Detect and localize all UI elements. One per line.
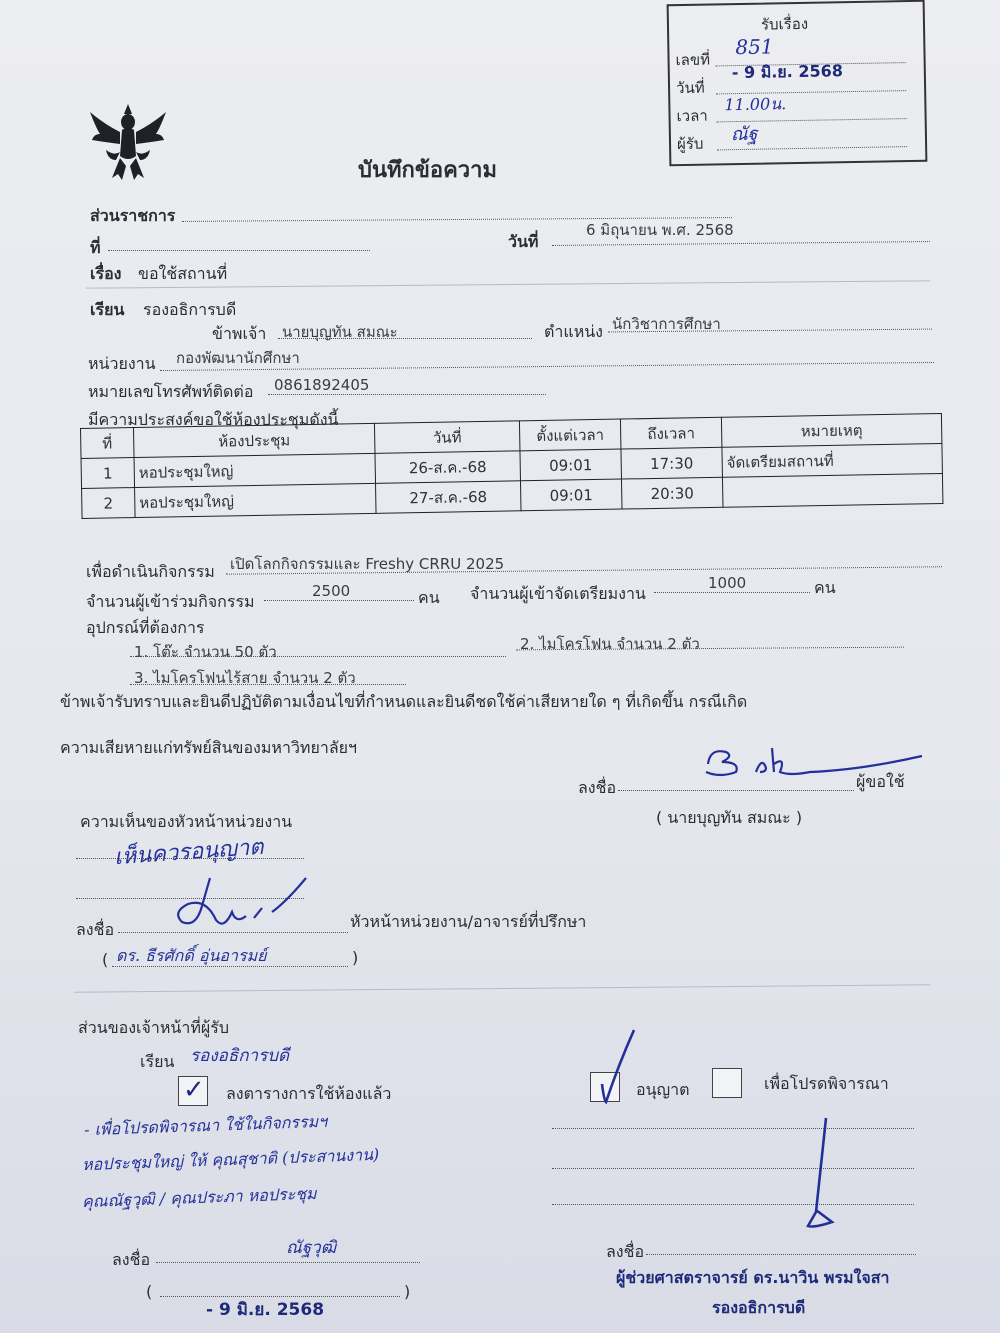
table-cell: 09:01 bbox=[520, 479, 622, 511]
schedule-checkbox[interactable] bbox=[178, 1076, 208, 1106]
i-value: นายบุญทัน สมณะ bbox=[282, 323, 398, 341]
i-label: ข้าพเจ้า bbox=[212, 324, 267, 343]
section-label: ส่วนราชการ bbox=[90, 206, 176, 225]
participants-label: จำนวนผู้เข้าร่วมกิจกรรม bbox=[86, 592, 255, 611]
stamp-receiver-label: ผู้รับ bbox=[676, 134, 704, 154]
head-signature-icon bbox=[166, 872, 316, 942]
open-paren: ( bbox=[146, 1282, 153, 1301]
approve-check-icon bbox=[596, 1026, 640, 1108]
purpose-text: มีความประสงค์ขอใช้ห้องประชุมดังนี้ bbox=[88, 410, 339, 429]
subject-value: ขอใช้สถานที่ bbox=[138, 264, 228, 283]
table-header-cell: ตั้งแต่เวลา bbox=[519, 419, 621, 451]
head-opinion-handwritten: เห็นควรอนุญาต bbox=[113, 834, 265, 871]
head-role: หัวหน้าหน่วยงาน/อาจารย์ที่ปรึกษา bbox=[350, 912, 587, 931]
participants-unit: คน bbox=[418, 588, 440, 607]
date-value: 6 มิถุนายน พ.ศ. 2568 bbox=[586, 221, 734, 239]
requester-name: ( นายบุญทัน สมณะ ) bbox=[656, 808, 803, 827]
agreement-line-2: ความเสียหายแก่ทรัพย์สินของมหาวิทยาลัยฯ bbox=[60, 738, 357, 757]
to-value: รองอธิการบดี bbox=[143, 300, 237, 319]
table-cell: 26-ส.ค.-68 bbox=[375, 451, 521, 484]
stamp-title: รับเรื่อง bbox=[760, 14, 809, 34]
participants-value: 2500 bbox=[312, 582, 351, 600]
agreement-line-1: ข้าพเจ้ารับทราบและยินดีปฏิบัติตามเงื่อนไขที่กำหนดและยินดีชดใช้ค่าเสียหายใด ๆ ที่เกิดขึ้น กรณีเกิด bbox=[60, 692, 748, 711]
equipment-item: 2. ไมโครโฟน จำนวน 2 ตัว bbox=[520, 635, 700, 653]
table-cell: หอประชุมใหญ่ bbox=[134, 453, 375, 487]
table-header-cell: หมายเหตุ bbox=[721, 413, 941, 447]
approver-sign-label: ลงชื่อ bbox=[606, 1242, 645, 1261]
close-paren: ) bbox=[404, 1282, 411, 1301]
no-label: ที่ bbox=[90, 238, 101, 257]
position-value: นักวิชาการศึกษา bbox=[612, 315, 721, 333]
close-paren: ) bbox=[352, 948, 359, 967]
garuda-emblem-icon bbox=[86, 100, 170, 184]
head-name-handwritten: ดร. ธีรศักดิ์ อุ่นอารมย์ bbox=[116, 946, 267, 965]
staff-to-handwritten: รองอธิการบดี bbox=[190, 1046, 290, 1066]
stamp-time-value: 11.00น. bbox=[724, 94, 787, 115]
table-cell: 17:30 bbox=[621, 447, 723, 479]
table-cell: หอประชุมใหญ่ bbox=[135, 483, 376, 517]
table-cell: 1 bbox=[81, 458, 135, 489]
staff-sign-label: ลงชื่อ bbox=[112, 1250, 151, 1269]
stamp-time-label: เวลา bbox=[676, 106, 708, 126]
approver-signature-icon bbox=[800, 1116, 840, 1236]
activity-label: เพื่อดำเนินกิจกรรม bbox=[86, 562, 215, 581]
staff-signature: ณัฐวุฒิ bbox=[286, 1238, 337, 1258]
open-paren: ( bbox=[102, 950, 109, 969]
stamp-receiver-value: ณัฐ bbox=[730, 123, 758, 146]
stamp-date-label: วันที่ bbox=[675, 78, 705, 98]
unit-label: หน่วยงาน bbox=[88, 354, 156, 373]
table-header-cell: ห้องประชุม bbox=[134, 423, 375, 457]
table-header-cell: วันที่ bbox=[374, 421, 520, 454]
prep-value: 1000 bbox=[708, 574, 747, 592]
table-cell: 2 bbox=[82, 488, 136, 519]
table-cell bbox=[722, 473, 942, 507]
phone-value: 0861892405 bbox=[274, 376, 370, 394]
staff-section-label: ส่วนของเจ้าหน้าที่ผู้รับ bbox=[78, 1018, 230, 1037]
schedule-label: ลงตารางการใช้ห้องแล้ว bbox=[226, 1084, 392, 1103]
staff-to-label: เรียน bbox=[140, 1052, 175, 1071]
staff-note-line: - เพื่อโปรดพิจารณา ใช้ในกิจกรรมฯ bbox=[83, 1111, 328, 1140]
phone-label: หมายเลขโทรศัพท์ติดต่อ bbox=[88, 382, 254, 401]
requester-role: ผู้ขอใช้ bbox=[856, 772, 905, 791]
head-opinion-label: ความเห็นของหัวหน้าหน่วยงาน bbox=[80, 812, 293, 831]
equipment-item: 1. โต๊ะ จำนวน 50 ตัว bbox=[134, 643, 277, 661]
activity-value: เปิดโลกกิจกรรมและ Freshy CRRU 2025 bbox=[230, 555, 505, 573]
table-cell: 27-ส.ค.-68 bbox=[376, 481, 522, 514]
unit-value: กองพัฒนานักศึกษา bbox=[176, 349, 300, 367]
equipment-label: อุปกรณ์ที่ต้องการ bbox=[86, 618, 205, 637]
equipment-item: 3. ไมโครโฟนไร้สาย จำนวน 2 ตัว bbox=[134, 669, 356, 687]
table-cell: 20:30 bbox=[621, 477, 723, 509]
prep-unit: คน bbox=[814, 578, 836, 597]
stamp-date-value: - 9 มิ.ย. 2568 bbox=[731, 61, 844, 83]
stamp-no-value: 851 bbox=[735, 34, 774, 60]
check-mark-icon: ✓ bbox=[183, 1075, 205, 1105]
consider-label: เพื่อโปรดพิจารณา bbox=[764, 1074, 889, 1093]
subject-label: เรื่อง bbox=[90, 264, 122, 283]
table-header-cell: ถึงเวลา bbox=[620, 417, 722, 449]
to-label: เรียน bbox=[90, 300, 125, 319]
receive-stamp bbox=[667, 0, 928, 166]
memo-title: บันทึกข้อความ bbox=[358, 158, 498, 183]
approver-title: รองอธิการบดี bbox=[712, 1298, 806, 1317]
staff-note-line: คุณณัฐวุฒิ / คุณประภา หอประชุม bbox=[81, 1183, 317, 1212]
date-label: วันที่ bbox=[508, 232, 539, 251]
table-cell: จัดเตรียมสถานที่ bbox=[722, 443, 942, 477]
approver-name: ผู้ช่วยศาสตราจารย์ ดร.นาวิน พรมใจสา bbox=[616, 1268, 890, 1287]
consider-checkbox[interactable] bbox=[712, 1068, 742, 1098]
requester-sign-label: ลงชื่อ bbox=[578, 778, 617, 797]
table-cell: 09:01 bbox=[520, 449, 622, 481]
prep-label: จำนวนผู้เข้าจัดเตรียมงาน bbox=[470, 584, 646, 603]
approve-label: อนุญาต bbox=[636, 1080, 690, 1099]
head-sign-label: ลงชื่อ bbox=[76, 920, 115, 939]
stamp-no-label: เลขที่ bbox=[675, 50, 711, 70]
position-label: ตำแหน่ง bbox=[544, 322, 603, 341]
staff-date-stamp: - 9 มิ.ย. 2568 bbox=[206, 1300, 325, 1320]
staff-note-line: หอประชุมใหญ่ ให้ คุณสุชาติ (ประสานงาน) bbox=[81, 1144, 380, 1175]
rooms-table bbox=[80, 413, 943, 519]
table-header-cell: ที่ bbox=[81, 428, 135, 459]
